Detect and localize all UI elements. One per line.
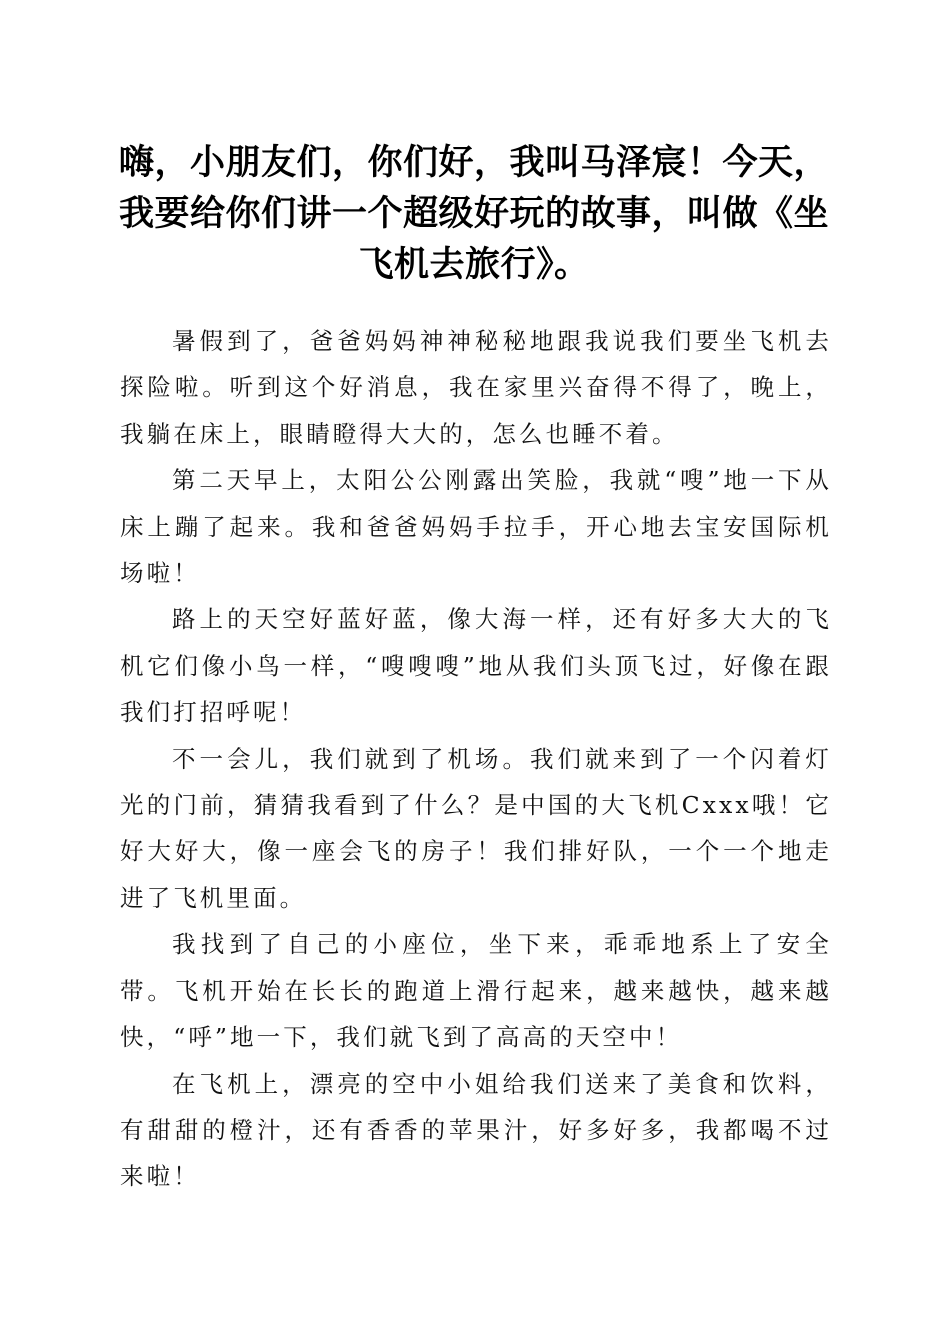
paragraph-1: 暑假到了，爸爸妈妈神神秘秘地跟我说我们要坐飞机去探险啦。听到这个好消息，我在家里兴奋得不得了，晚上，我躺在床上，眼睛瞪得大大的，怎么也睡不着。	[120, 327, 832, 448]
paragraph-2: 第二天早上，太阳公公刚露出笑脸，我就“嗖”地一下从床上蹦了起来。我和爸爸妈妈手拉手，开心地去宝安国际机场啦！	[120, 466, 832, 588]
paragraph-3: 路上的天空好蓝好蓝，像大海一样，还有好多大大的飞机它们像小鸟一样，“嗖嗖嗖”地从我们头顶飞过，好像在跟我们打招呼呢！	[120, 605, 832, 727]
document-body	[120, 318, 832, 1200]
document-title: 嗨，小朋友们，你们好，我叫马泽宸！今天，我要给你们讲一个超级好玩的故事，叫做《坐飞机去旅行》。	[118, 143, 829, 285]
paragraph-6: 在飞机上，漂亮的空中小姐给我们送来了美食和饮料，有甜甜的橙汁，还有香香的苹果汁，好多好多，我都喝不过来啦！	[120, 1069, 832, 1191]
paragraph-4: 不一会儿，我们就到了机场。我们就来到了一个闪着灯光的门前，猜猜我看到了什么？是中国的大飞机Cxxx哦！它好大好大，像一座会飞的房子！我们排好队，一个一个地走进了飞机里面。	[120, 744, 832, 912]
paragraph-5: 我找到了自己的小座位，坐下来，乖乖地系上了安全带。飞机开始在长长的跑道上滑行起来，越来越快，越来越快，“呼”地一下，我们就飞到了高高的天空中！	[120, 930, 832, 1052]
